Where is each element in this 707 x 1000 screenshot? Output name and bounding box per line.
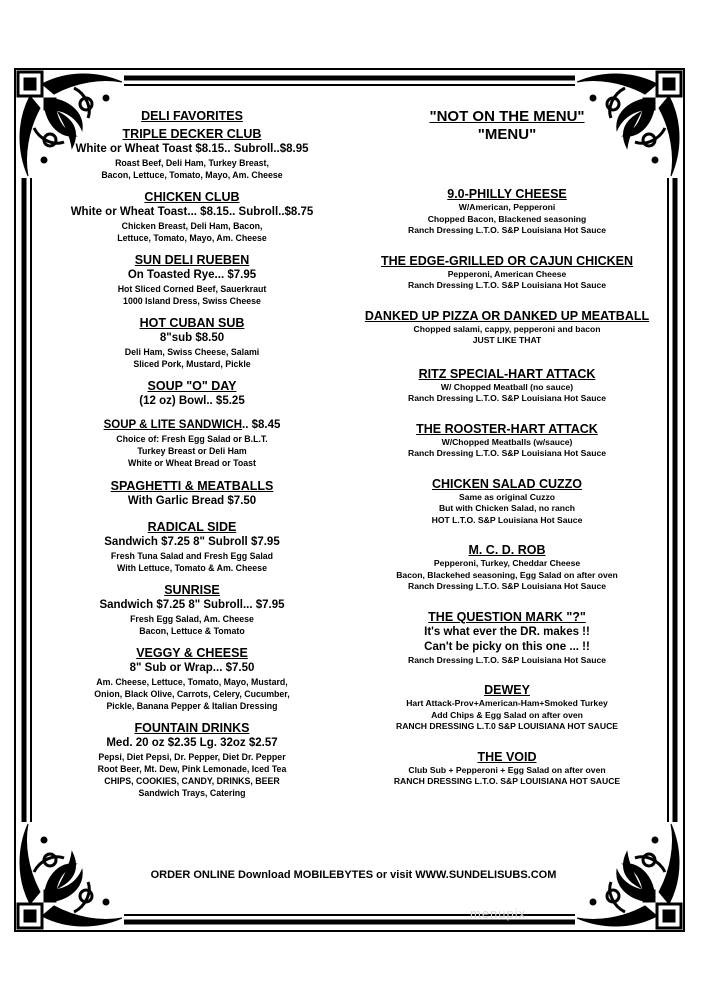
menu-item-desc: RANCH DRESSING L.T.O. S&P LOUISIANA HOT SAUCE — [393, 776, 621, 786]
menu-item-note: It's what ever the DR. makes !! — [424, 625, 590, 638]
menu-item-title: THE EDGE-GRILLED OR CAJUN CHICKEN — [380, 253, 634, 268]
menu-item-desc: JUST LIKE THAT — [472, 335, 542, 345]
left-menu-column — [44, 108, 340, 799]
menu-item — [344, 186, 670, 237]
menu-item-desc: Chicken Breast, Deli Ham, Bacon, — [121, 221, 263, 231]
section-title: DELI FAVORITES — [141, 109, 243, 123]
menu-item-title-line — [44, 418, 340, 433]
menu-item — [344, 421, 670, 460]
menu-item-desc: Sliced Pork, Mustard, Pickle — [133, 359, 251, 369]
menu-item — [44, 189, 340, 244]
menu-item — [44, 378, 340, 409]
menu-item — [344, 749, 670, 788]
order-online-footer: ORDER ONLINE Download MOBILEBYTES or visit WWW.SUNDELISUBS.COM — [150, 869, 557, 881]
menu-item-desc: Bacon, Lettuce & Tomato — [139, 626, 245, 636]
menu-item-desc: But with Chicken Salad, no ranch — [438, 503, 576, 513]
menu-item-desc: Pepperoni, Turkey, Cheddar Cheese — [433, 558, 581, 568]
menu-item — [44, 582, 340, 637]
menu-item-desc: HOT L.T.O. S&P Louisiana Hot Sauce — [431, 514, 583, 525]
menu-item-title: SUNRISE — [164, 583, 220, 597]
menu-item-desc: W/American, Pepperoni — [458, 202, 556, 212]
menu-item-desc: W/ Chopped Meatball (no sauce) — [440, 381, 574, 392]
menu-item-price: .. $8.45 — [242, 419, 281, 431]
menu-item-desc: RANCH DRESSING L.T.0 S&P LOUISIANA HOT SAUCE — [395, 721, 619, 731]
secret-menu-subtitle: "MENU" — [477, 126, 537, 143]
menu-item-desc: Root Beer, Mt. Dew, Pink Lemonade, Iced Tea — [97, 764, 287, 774]
menu-item-desc: W/Chopped Meatballs (w/sauce) — [441, 436, 573, 447]
menu-item — [344, 476, 670, 527]
menu-item — [344, 366, 670, 405]
secret-menu-title: "NOT ON THE MENU" — [429, 108, 585, 125]
menu-item-desc: Pepperoni, American Cheese — [447, 268, 567, 279]
menu-item-price: Sandwich $7.25 8" Subroll... $7.95 — [99, 599, 285, 611]
menu-item-desc: Hart Attack-Prov+American-Ham+Smoked Turkey — [406, 698, 608, 708]
menu-item-price: On Toasted Rye... $7.95 — [127, 269, 257, 281]
menu-item-price: Med. 20 oz $2.35 Lg. 32oz $2.57 — [106, 737, 278, 749]
menu-item — [44, 252, 340, 307]
menu-item-desc: Ranch Dressing L.T.O. S&P Louisiana Hot Sauce — [407, 393, 607, 403]
menu-item — [344, 253, 670, 292]
menu-item-price: Sandwich $7.25 8" Subroll $7.95 — [104, 536, 280, 548]
menu-item-desc: Choice of: Fresh Egg Salad or B.L.T. — [116, 434, 268, 444]
menu-item-desc: Bacon, Blackehed seasoning, Egg Salad on after oven — [396, 569, 618, 580]
menu-item-price: With Garlic Bread $7.50 — [127, 495, 257, 507]
menu-item-title: 9.0-PHILLY CHEESE — [447, 187, 567, 201]
menu-item-note: Can't be picky on this one ... !! — [424, 640, 590, 653]
menu-item — [44, 478, 340, 509]
menu-item-title: THE VOID — [477, 749, 537, 764]
menu-item-desc: With Lettuce, Tomato & Am. Cheese — [117, 563, 267, 573]
menu-item-title: VEGGY & CHEESE — [136, 646, 248, 660]
menu-item-desc: Hot Sliced Corned Beef, Sauerkraut — [117, 284, 267, 294]
menu-item-desc: Fresh Egg Salad, Am. Cheese — [130, 614, 254, 624]
menu-item — [44, 418, 340, 469]
menu-item-desc: Club Sub + Pepperoni + Egg Salad on after oven — [408, 764, 606, 775]
menu-item-desc: Pepsi, Diet Pepsi, Dr. Pepper, Diet Dr. Pepper — [98, 752, 286, 762]
menu-item — [44, 126, 340, 181]
menu-item-price: White or Wheat Toast $8.15.. Subroll..$8.95 — [75, 143, 309, 155]
menu-item — [344, 542, 670, 593]
menu-item-desc: CHIPS, COOKIES, CANDY, DRINKS, BEER — [104, 776, 280, 786]
menu-item-title: DANKED UP PIZZA OR DANKED UP MEATBALL — [364, 308, 650, 323]
menu-item-price: 8" Sub or Wrap... $7.50 — [129, 662, 255, 674]
menu-item-title: THE QUESTION MARK "?" — [428, 609, 586, 624]
menu-item — [344, 609, 670, 667]
watermark-text: menupix — [470, 906, 527, 921]
menu-item — [44, 519, 340, 574]
menu-item-title: M. C. D. ROB — [468, 543, 546, 557]
menu-item-title: SOUP "O" DAY — [147, 379, 237, 393]
menu-item-price: 8"sub $8.50 — [159, 332, 225, 344]
menu-item-title: SPAGHETTI & MEATBALLS — [110, 479, 274, 493]
menu-item-title: DEWEY — [484, 683, 530, 697]
menu-item-desc: Ranch Dressing L.T.O. S&P Louisiana Hot Sauce — [407, 280, 607, 290]
menu-item-desc: Ranch Dressing L.T.O. S&P Louisiana Hot Sauce — [407, 581, 607, 591]
menu-item-title: SOUP & LITE SANDWICH — [103, 419, 243, 431]
menu-item-desc: Bacon, Lettuce, Tomato, Mayo, Am. Cheese — [101, 170, 283, 180]
menu-item-title: RITZ SPECIAL-HART ATTACK — [418, 366, 596, 381]
menu-item-desc: Am. Cheese, Lettuce, Tomato, Mayo, Mustard, — [96, 677, 288, 687]
menu-item — [44, 108, 340, 124]
menu-item-title: TRIPLE DECKER CLUB — [122, 127, 262, 141]
menu-item-desc: Onion, Black Olive, Carrots, Celery, Cucumber, — [94, 689, 290, 699]
menu-item-desc: Sandwich Trays, Catering — [138, 788, 246, 798]
menu-item-desc: Turkey Breast or Deli Ham — [137, 446, 247, 456]
menu-item — [44, 645, 340, 712]
menu-item-desc: Fresh Tuna Salad and Fresh Egg Salad — [110, 551, 274, 561]
menu-item — [44, 720, 340, 799]
secret-menu-header — [344, 108, 670, 144]
right-menu-column — [344, 108, 670, 788]
menu-item-desc: Ranch Dressing L.T.O. S&P Louisiana Hot Sauce — [407, 654, 607, 665]
menu-item-desc: Pickle, Banana Pepper & Italian Dressing — [106, 701, 278, 711]
menu-item-desc: Ranch Dressing L.T.O. S&P Louisiana Hot Sauce — [407, 225, 607, 235]
menu-item-title: FOUNTAIN DRINKS — [134, 721, 250, 735]
menu-item — [44, 315, 340, 370]
menu-item-title: RADICAL SIDE — [147, 520, 237, 534]
menu-item-desc: Chopped Bacon, Blackened seasoning — [427, 213, 587, 224]
menu-item-title: CHICKEN SALAD CUZZO — [432, 476, 582, 491]
menu-item-title: THE ROOSTER-HART ATTACK — [416, 421, 598, 436]
menu-item-price: (12 oz) Bowl.. $5.25 — [139, 395, 245, 407]
menu-item — [344, 682, 670, 733]
menu-item-desc: Deli Ham, Swiss Cheese, Salami — [124, 347, 260, 357]
menu-item-desc: Add Chips & Egg Salad on after oven — [431, 709, 583, 720]
menu-item-desc: Chopped salami, cappy, pepperoni and bacon — [413, 323, 601, 334]
menu-item-title: HOT CUBAN SUB — [139, 316, 245, 330]
menu-item-desc: 1000 Island Dress, Swiss Cheese — [123, 296, 261, 306]
menu-item-desc: Lettuce, Tomato, Mayo, Am. Cheese — [117, 233, 267, 243]
menu-item-title: CHICKEN CLUB — [144, 190, 240, 204]
menu-item-title: SUN DELI RUEBEN — [134, 253, 250, 267]
menu-item-desc: Roast Beef, Deli Ham, Turkey Breast, — [115, 158, 269, 168]
menu-item-desc: White or Wheat Bread or Toast — [128, 458, 256, 468]
menu-item-price: White or Wheat Toast... $8.15.. Subroll..$8.75 — [70, 206, 314, 218]
menu-item-desc: Ranch Dressing L.T.O. S&P Louisiana Hot Sauce — [407, 448, 607, 458]
menu-item — [344, 308, 670, 347]
menu-item-desc: Same as original Cuzzo — [459, 491, 555, 502]
